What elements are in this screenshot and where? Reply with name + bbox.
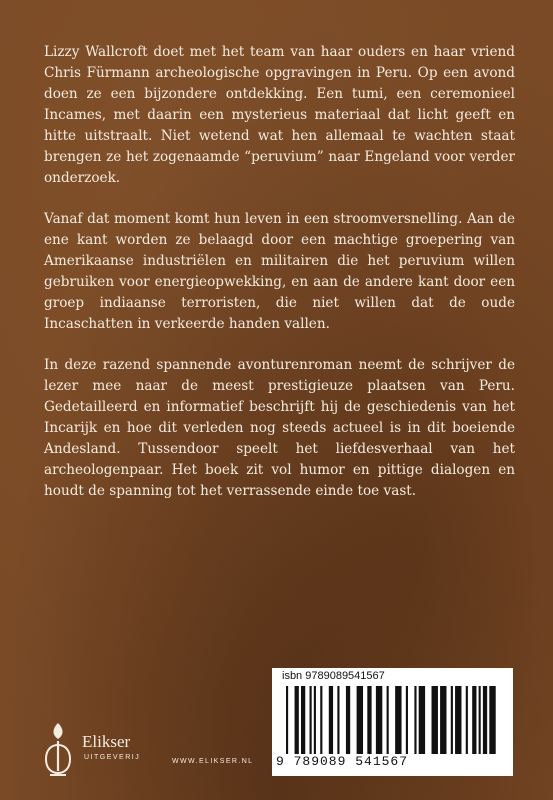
blurb-paragraph-2: Vanaf dat moment komt hun leven in een stroomversnelling. Aan de ene kant worden ze belaagd door een machtige groepering van Amerikaanse industriëlen en militairen die het peruvium willen gebruiken voor energieopwekking, en aan de andere kant door een groep indiaanse terroristen, die niet willen dat de oude Incaschatten in verkeerde handen vallen. (44, 211, 515, 332)
elikser-logo-icon (38, 719, 78, 779)
publisher-subtitle: UITGEVERIJ (84, 754, 141, 761)
blurb-paragraph-1: Lizzy Wallcroft doet met het team van haar ouders en haar vriend Chris Fürmann archeologische opgravingen in Peru. Op een avond doen ze een bijzondere ontdekking. Een tumi, een ceremonieel Incames, met daarin een mysterieus materiaal dat licht geeft en hitte uitstraalt. Niet wetend wat hen allemaal te wachten staat brengen ze het zogenaamde “peruvium” naar Engeland voor verder onderzoek. (44, 44, 515, 186)
barcode-bars (286, 686, 500, 754)
barcode-digits: 9 789089 541567 (276, 754, 409, 769)
publisher-name: Elikser (82, 732, 131, 751)
blurb-paragraph-3: In deze razend spannende avonturenroman neemt de schrijver de lezer mee naar de meest prestigieuze plaatsen van Peru. Gedetailleerd en informatief beschrijft hij de geschiedenis van het Incarijk en hoe dit verleden nog steeds actueel is in dit boeiende Andesland. Tussendoor speelt het liefdesverhaal van het archeologenpaar. Het boek zit vol humor en pittige dialogen en houdt de spanning tot het verrassende einde toe vast. (44, 357, 515, 499)
isbn-label: isbn 9789089541567 (282, 670, 385, 682)
barcode-panel (272, 668, 513, 776)
publisher-website: WWW.ELIKSER.NL (172, 758, 254, 765)
blurb-text (44, 42, 515, 522)
